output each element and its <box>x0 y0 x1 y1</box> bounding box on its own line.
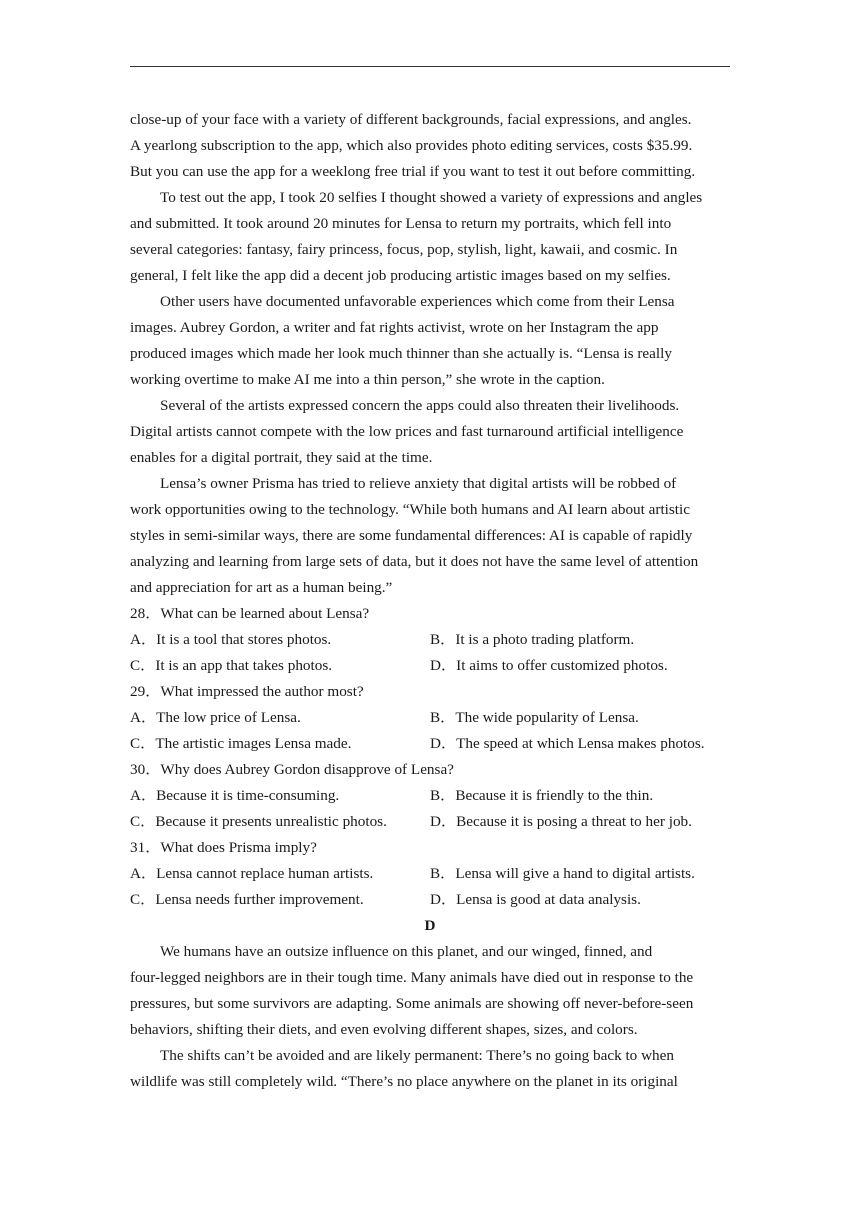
answer-option: A．The low price of Lensa. <box>130 709 301 726</box>
text-line: images. Aubrey Gordon, a writer and fat rights activist, wrote on her Instagram the app <box>130 319 659 336</box>
answer-option: B．Because it is friendly to the thin. <box>430 787 654 804</box>
text-line: Other users have documented unfavorable experiences which come from their Lensa <box>160 293 675 310</box>
answer-option: B．It is a photo trading platform. <box>430 631 635 648</box>
text-line: We humans have an outsize influence on this planet, and our winged, finned, and <box>160 943 653 960</box>
option-row <box>130 705 730 731</box>
answer-option: C．Because it presents unrealistic photos. <box>130 813 387 830</box>
text-line: styles in semi-similar ways, there are some fundamental differences: AI is capable of rapidly <box>130 527 693 544</box>
text-line: analyzing and learning from large sets of data, but it does not have the same level of attention <box>130 553 699 570</box>
text-line: But you can use the app for a weeklong free trial if you want to test it out before committing. <box>130 163 696 180</box>
answer-option: C．It is an app that takes photos. <box>130 657 333 674</box>
text-line: produced images which made her look much thinner than she actually is. “Lensa is really <box>130 345 672 362</box>
question-stem: 31．What does Prisma imply? <box>130 839 317 856</box>
text-line: To test out the app, I took 20 selfies I thought showed a variety of expressions and angles <box>160 189 703 206</box>
question-stem: 29．What impressed the author most? <box>130 683 364 700</box>
option-row <box>130 731 730 757</box>
text-line: The shifts can’t be avoided and are likely permanent: There’s no going back to when <box>160 1047 674 1064</box>
answer-option: D．Lensa is good at data analysis. <box>430 891 641 908</box>
text-line: work opportunities owing to the technology. “While both humans and AI learn about artistic <box>130 501 690 518</box>
text-line: and submitted. It took around 20 minutes for Lensa to return my portraits, which fell into <box>130 215 672 232</box>
answer-option: C．The artistic images Lensa made. <box>130 735 352 752</box>
text-line: Digital artists cannot compete with the low prices and fast turnaround artificial intelligence <box>130 423 684 440</box>
answer-option: A．Because it is time-consuming. <box>130 787 340 804</box>
answer-option: D．Because it is posing a threat to her job. <box>430 813 692 830</box>
header-rule <box>130 66 730 67</box>
text-line: enables for a digital portrait, they said at the time. <box>130 449 433 466</box>
option-row <box>130 653 730 679</box>
passage-c <box>130 107 730 601</box>
question-stem: 30．Why does Aubrey Gordon disapprove of Lensa? <box>130 761 454 778</box>
option-row <box>130 783 730 809</box>
text-line: several categories: fantasy, fairy princess, focus, pop, stylish, light, kawaii, and cosmic. In <box>130 241 678 258</box>
option-row <box>130 809 730 835</box>
text-line: general, I felt like the app did a decent job producing artistic images based on my selfies. <box>130 267 671 284</box>
document-page <box>130 107 730 1095</box>
answer-option: D．The speed at which Lensa makes photos. <box>430 735 705 752</box>
text-line: and appreciation for art as a human being.” <box>130 579 393 596</box>
option-row <box>130 627 730 653</box>
option-row <box>130 861 730 887</box>
text-line: Lensa’s owner Prisma has tried to relieve anxiety that digital artists will be robbed of <box>160 475 677 492</box>
option-row <box>130 887 730 913</box>
answer-option: D．It aims to offer customized photos. <box>430 657 668 674</box>
answer-option: C．Lensa needs further improvement. <box>130 891 364 908</box>
section-heading: D <box>424 917 436 934</box>
text-line: behaviors, shifting their diets, and even evolving different shapes, sizes, and colors. <box>130 1021 638 1038</box>
text-line: close-up of your face with a variety of different backgrounds, facial expressions, and angles. <box>130 111 692 128</box>
question-list <box>130 601 730 913</box>
text-line: Several of the artists expressed concern the apps could also threaten their livelihoods. <box>160 397 680 414</box>
text-line: four-legged neighbors are in their tough time. Many animals have died out in response to the <box>130 969 694 986</box>
answer-option: B．The wide popularity of Lensa. <box>430 709 639 726</box>
passage-d <box>130 939 730 1095</box>
text-line: working overtime to make AI me into a thin person,” she wrote in the caption. <box>130 371 605 388</box>
question-stem: 28．What can be learned about Lensa? <box>130 605 370 622</box>
text-line: pressures, but some survivors are adapting. Some animals are showing off never-before-seen <box>130 995 694 1012</box>
text-line: wildlife was still completely wild. “There’s no place anywhere on the planet in its original <box>130 1073 678 1090</box>
answer-option: A．It is a tool that stores photos. <box>130 631 332 648</box>
answer-option: B．Lensa will give a hand to digital artists. <box>430 865 695 882</box>
text-line: A yearlong subscription to the app, which also provides photo editing services, costs $35.99. <box>130 137 693 154</box>
answer-option: A．Lensa cannot replace human artists. <box>130 865 374 882</box>
